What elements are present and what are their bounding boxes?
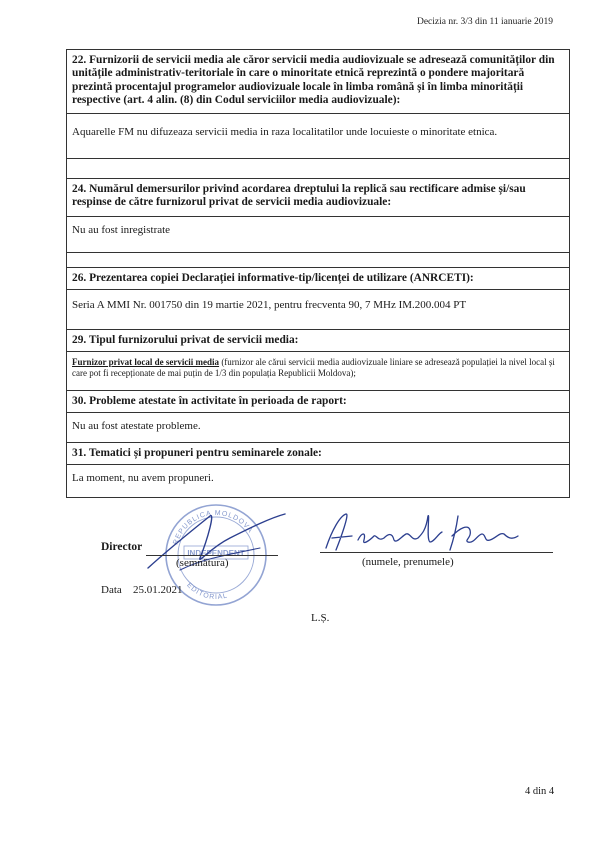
section-22-answer: Aquarelle FM nu difuzeaza servicii media in raza localitatilor unde locuieste o minoritate etnica. — [72, 126, 498, 138]
section-31-title: 31. Tematici și propuneri pentru seminarele zonale: — [67, 443, 569, 465]
section-22-title: 22. Furnizorii de servicii media ale căror servicii media audiovizuale se adresează comunităților din unitățile administrativ-teritoriale în care o minoritate etnică reprezintă o pondere majoritară prezintă procentajul programelor audiovizuale locale în limba română și în limba minorității respective (art. 4 alin. (8) din Codul serviciilor media audiovizuale): — [67, 50, 569, 114]
stamp-text-center: INDEPENDENT — [187, 549, 245, 558]
date-label: Data — [101, 584, 122, 596]
section-30 — [67, 391, 569, 443]
section-30-title: 30. Probleme atestate în activitate în perioada de raport: — [67, 391, 569, 413]
seal-label: L.Ș. — [311, 612, 330, 624]
section-30-answer: Nu au fost atestate probleme. — [72, 420, 201, 432]
section-29-answer-rest: (furnizor ale cărui servicii media audiovizuale liniare se adresează populației la nivel local și care pot fi recepționate de mai puțin de 1/3 din populația Republicii Moldova); — [72, 357, 555, 378]
name-line — [320, 552, 553, 553]
page-number: 4 din 4 — [525, 786, 555, 797]
section-29 — [67, 330, 569, 391]
signature-caption: (semnătura) — [176, 557, 229, 569]
section-22 — [67, 50, 569, 159]
section-spacer — [67, 159, 569, 179]
stamp-text-bottom: EDITORIAL — [185, 581, 229, 602]
section-26 — [67, 268, 569, 330]
section-spacer — [67, 253, 569, 268]
stamp-text-top: REPUBLICA MOLDOVA — [172, 509, 254, 546]
section-26-title: 26. Prezentarea copiei Declarației informative-tip/licenței de utilizare (ANRCETI): — [67, 268, 569, 290]
svg-text:EDITORIAL — [185, 582, 229, 601]
section-24 — [67, 179, 569, 253]
official-stamp-icon — [164, 503, 268, 607]
section-31 — [67, 443, 569, 497]
date-value: 25.01.2021 — [133, 584, 183, 596]
director-signature-icon — [140, 508, 290, 583]
section-29-answer — [67, 352, 569, 390]
form-table — [66, 49, 570, 498]
director-label: Director — [101, 541, 143, 553]
section-26-answer: Seria A MMI Nr. 001750 din 19 martie 2021, pentru frecventa 90, 7 MHz IM.200.004 PT — [72, 299, 467, 311]
name-caption: (numele, prenumele) — [362, 556, 454, 568]
signature-line — [146, 555, 278, 556]
svg-text:REPUBLICA MOLDOVA — [172, 510, 253, 546]
section-24-answer: Nu au fost inregistrate — [72, 224, 171, 236]
section-29-title: 29. Tipul furnizorului privat de servicii media: — [67, 330, 569, 352]
section-31-answer: La moment, nu avem propuneri. — [72, 472, 214, 484]
section-24-title: 24. Numărul demersurilor privind acordarea dreptului la replică sau rectificare admise și/sau respinse de către furnizorul privat de servicii media audiovizuale: — [67, 179, 569, 217]
decision-reference: Decizia nr. 3/3 din 11 ianuarie 2019 — [416, 17, 553, 27]
section-29-answer-lead: Furnizor privat local de servicii media — [72, 357, 220, 367]
name-signature-icon — [318, 510, 548, 555]
